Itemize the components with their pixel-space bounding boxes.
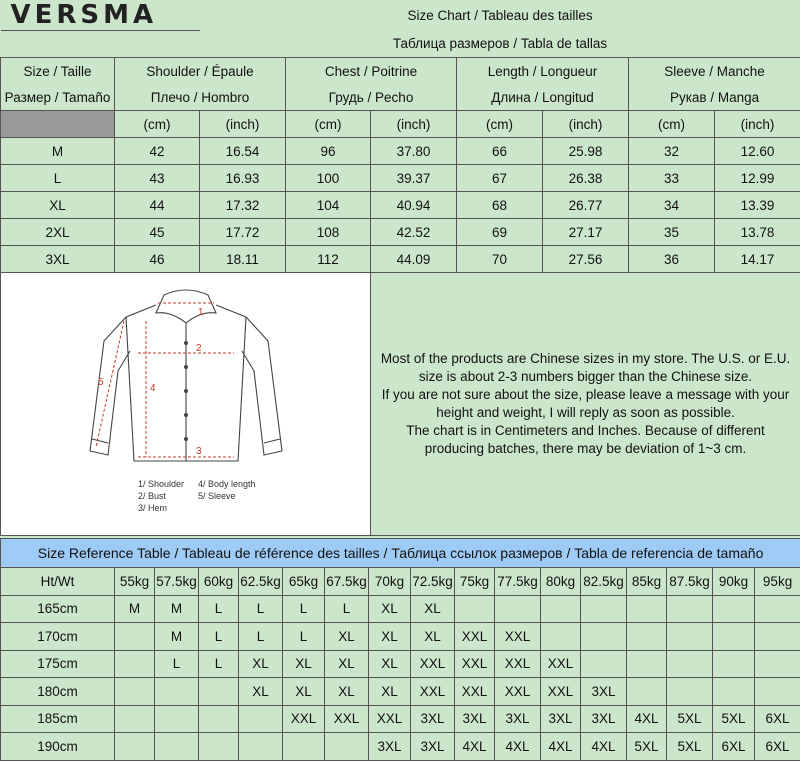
reference-size-cell: 3XL <box>411 705 455 733</box>
measurement-value: 26.38 <box>543 165 629 192</box>
reference-size-cell: M <box>115 595 155 623</box>
size-cell: 3XL <box>1 246 115 273</box>
reference-size-cell <box>115 650 155 678</box>
reference-size-cell <box>667 678 713 706</box>
unit-cell: (inch) <box>200 111 286 138</box>
reference-row <box>1 623 800 651</box>
measurement-value: 13.39 <box>715 192 800 219</box>
reference-size-cell: M <box>155 595 199 623</box>
reference-size-cell <box>713 650 755 678</box>
size-cell: L <box>1 165 115 192</box>
reference-size-cell: M <box>155 623 199 651</box>
reference-row <box>1 705 800 733</box>
reference-size-cell: XL <box>325 623 369 651</box>
reference-size-cell: XL <box>369 678 411 706</box>
reference-size-cell: L <box>239 623 283 651</box>
reference-size-cell: XL <box>369 623 411 651</box>
reference-size-cell: 6XL <box>755 705 800 733</box>
reference-size-cell <box>667 650 713 678</box>
measurement-value: 27.56 <box>543 246 629 273</box>
measurement-value: 34 <box>629 192 715 219</box>
reference-size-cell <box>155 678 199 706</box>
reference-size-cell: 3XL <box>495 705 541 733</box>
reference-row <box>1 595 800 623</box>
measurement-value: 39.37 <box>371 165 457 192</box>
reference-size-cell <box>755 595 800 623</box>
reference-size-cell: XXL <box>495 623 541 651</box>
reference-size-cell <box>581 623 627 651</box>
measurement-value: 16.93 <box>200 165 286 192</box>
measurement-row <box>1 246 800 273</box>
reference-size-cell: XXL <box>369 705 411 733</box>
weight-header: 72.5kg <box>411 568 455 596</box>
reference-row <box>1 650 800 678</box>
reference-size-cell: XL <box>411 623 455 651</box>
measurement-value: 27.17 <box>543 219 629 246</box>
figure-legend: 4/ Body length <box>198 479 256 489</box>
measurement-value: 12.60 <box>715 138 800 165</box>
measurement-value: 104 <box>286 192 371 219</box>
reference-size-cell: 6XL <box>755 733 800 761</box>
reference-size-cell: XL <box>283 678 325 706</box>
unit-cell: (cm) <box>115 111 200 138</box>
shirt-diagram <box>46 281 326 527</box>
figure-number: 5 <box>98 377 104 388</box>
col-header-chest-2: Грудь / Pecho <box>286 84 457 111</box>
reference-size-cell: XXL <box>495 650 541 678</box>
reference-size-cell: XL <box>283 650 325 678</box>
height-cell: 190cm <box>1 733 115 761</box>
reference-size-cell <box>115 623 155 651</box>
brand-logo: VERSMA <box>1 0 200 31</box>
weight-header: 87.5kg <box>667 568 713 596</box>
figure-legend: 1/ Shoulder <box>138 479 184 489</box>
measurement-value: 70 <box>457 246 543 273</box>
height-cell: 180cm <box>1 678 115 706</box>
measurement-value: 37.80 <box>371 138 457 165</box>
weight-header: 90kg <box>713 568 755 596</box>
reference-size-cell: XL <box>325 678 369 706</box>
reference-size-cell <box>755 678 800 706</box>
reference-size-cell: XXL <box>325 705 369 733</box>
reference-size-cell <box>627 650 667 678</box>
garment-figure-cell <box>1 273 371 536</box>
measurement-value: 14.17 <box>715 246 800 273</box>
reference-size-cell <box>541 595 581 623</box>
measurement-value: 45 <box>115 219 200 246</box>
measurement-value: 42 <box>115 138 200 165</box>
measurement-value: 17.32 <box>200 192 286 219</box>
weight-header: 80kg <box>541 568 581 596</box>
reference-size-cell: 5XL <box>627 733 667 761</box>
measurement-row <box>1 165 800 192</box>
height-cell: 170cm <box>1 623 115 651</box>
reference-size-cell: XL <box>239 650 283 678</box>
reference-size-cell <box>667 623 713 651</box>
weight-header: 95kg <box>755 568 800 596</box>
measurement-value: 68 <box>457 192 543 219</box>
reference-size-cell <box>455 595 495 623</box>
reference-size-cell: XXL <box>283 705 325 733</box>
reference-size-cell: XXL <box>455 678 495 706</box>
reference-size-cell: L <box>199 650 239 678</box>
col-header-shoulder-2: Плечо / Hombro <box>115 84 286 111</box>
reference-size-cell <box>199 705 239 733</box>
reference-title: Size Reference Table / Tableau de référence des tailles / Таблица ссылок размеров / Tabla de referencia de tamaño <box>1 539 800 568</box>
reference-size-cell <box>199 678 239 706</box>
size-cell: XL <box>1 192 115 219</box>
height-cell: 165cm <box>1 595 115 623</box>
reference-size-cell <box>115 678 155 706</box>
measurement-value: 12.99 <box>715 165 800 192</box>
reference-size-cell: 3XL <box>541 705 581 733</box>
weight-header: 70kg <box>369 568 411 596</box>
reference-size-cell <box>115 733 155 761</box>
weight-header: 65kg <box>283 568 325 596</box>
reference-size-cell: 4XL <box>455 733 495 761</box>
reference-size-cell <box>495 595 541 623</box>
figure-legend: 3/ Hem <box>138 503 167 513</box>
reference-size-cell: 3XL <box>581 705 627 733</box>
reference-size-cell <box>541 623 581 651</box>
reference-size-cell: XL <box>411 595 455 623</box>
unit-cell: (inch) <box>371 111 457 138</box>
reference-row <box>1 678 800 706</box>
reference-size-cell: 3XL <box>369 733 411 761</box>
weight-header: 85kg <box>627 568 667 596</box>
size-cell: 2XL <box>1 219 115 246</box>
reference-size-cell: XXL <box>411 678 455 706</box>
reference-size-cell: L <box>155 650 199 678</box>
measurement-value: 35 <box>629 219 715 246</box>
weight-header: 82.5kg <box>581 568 627 596</box>
reference-size-cell <box>199 733 239 761</box>
figure-number: 3 <box>196 446 202 457</box>
reference-size-cell <box>713 595 755 623</box>
col-header-length-1: Length / Longueur <box>457 58 629 85</box>
size-header-1: Size / Taille <box>1 58 115 85</box>
reference-size-cell: 3XL <box>581 678 627 706</box>
weight-header: 67.5kg <box>325 568 369 596</box>
col-header-chest-1: Chest / Poitrine <box>286 58 457 85</box>
weight-header: 75kg <box>455 568 495 596</box>
measurement-value: 43 <box>115 165 200 192</box>
measurement-value: 67 <box>457 165 543 192</box>
col-header-sleeve-2: Рукав / Manga <box>629 84 800 111</box>
reference-size-cell: XXL <box>541 678 581 706</box>
size-note <box>371 273 800 536</box>
measurement-value: 44.09 <box>371 246 457 273</box>
measurement-row <box>1 219 800 246</box>
note-line: Most of the products are Chinese sizes in my store. The U.S. or E.U. size is about 2-3 numbers bigger than the Chinese size. <box>377 350 794 386</box>
weight-header: 77.5kg <box>495 568 541 596</box>
reference-size-cell: 4XL <box>541 733 581 761</box>
measurement-value: 13.78 <box>715 219 800 246</box>
measurement-value: 36 <box>629 246 715 273</box>
reference-size-cell <box>115 705 155 733</box>
reference-size-cell: L <box>199 623 239 651</box>
reference-size-cell: 5XL <box>667 705 713 733</box>
reference-row <box>1 733 800 761</box>
reference-size-cell: XXL <box>455 650 495 678</box>
measurement-value: 66 <box>457 138 543 165</box>
unit-row <box>1 111 800 138</box>
height-cell: 185cm <box>1 705 115 733</box>
reference-size-cell: XXL <box>411 650 455 678</box>
figure-number: 1 <box>198 307 204 318</box>
measurement-row <box>1 138 800 165</box>
reference-size-cell <box>325 733 369 761</box>
reference-size-cell: L <box>239 595 283 623</box>
reference-size-cell: L <box>199 595 239 623</box>
measurement-value: 46 <box>115 246 200 273</box>
measurement-value: 33 <box>629 165 715 192</box>
measurement-value: 96 <box>286 138 371 165</box>
reference-size-cell <box>581 595 627 623</box>
reference-size-cell <box>627 595 667 623</box>
reference-size-cell <box>239 733 283 761</box>
reference-size-cell: XL <box>325 650 369 678</box>
col-header-shoulder-1: Shoulder / Épaule <box>115 58 286 85</box>
figure-number: 2 <box>196 343 202 354</box>
reference-size-cell: 3XL <box>411 733 455 761</box>
reference-size-cell: 4XL <box>627 705 667 733</box>
height-cell: 175cm <box>1 650 115 678</box>
measurement-value: 17.72 <box>200 219 286 246</box>
unit-cell: (inch) <box>543 111 629 138</box>
reference-size-cell <box>713 678 755 706</box>
reference-size-cell: L <box>283 623 325 651</box>
reference-size-cell: 3XL <box>455 705 495 733</box>
reference-size-cell: XL <box>369 650 411 678</box>
note-line: The chart is in Centimeters and Inches. Because of different producing batches, there may be deviation of 1~3 cm. <box>377 422 794 458</box>
reference-size-cell <box>581 650 627 678</box>
measurement-value: 100 <box>286 165 371 192</box>
reference-size-cell <box>667 595 713 623</box>
measurement-value: 112 <box>286 246 371 273</box>
measurement-value: 42.52 <box>371 219 457 246</box>
reference-size-cell: XXL <box>495 678 541 706</box>
figure-legend: 5/ Sleeve <box>198 491 236 501</box>
reference-size-cell <box>713 623 755 651</box>
col-header-length-2: Длина / Longitud <box>457 84 629 111</box>
reference-size-cell: XXL <box>455 623 495 651</box>
reference-size-cell: 5XL <box>713 705 755 733</box>
size-cell: M <box>1 138 115 165</box>
reference-corner: Ht/Wt <box>1 568 115 596</box>
reference-size-cell: L <box>325 595 369 623</box>
weight-header: 55kg <box>115 568 155 596</box>
measurement-value: 26.77 <box>543 192 629 219</box>
chart-title-line1: Size Chart / Tableau des tailles <box>200 0 800 31</box>
weight-header: 62.5kg <box>239 568 283 596</box>
size-header-2: Размер / Tamaño <box>1 84 115 111</box>
measurement-value: 44 <box>115 192 200 219</box>
figure-number: 4 <box>150 383 156 394</box>
reference-size-cell <box>283 733 325 761</box>
measurement-value: 16.54 <box>200 138 286 165</box>
reference-size-cell <box>755 623 800 651</box>
size-reference-table <box>0 538 800 761</box>
reference-size-cell <box>755 650 800 678</box>
measurement-value: 108 <box>286 219 371 246</box>
unit-corner <box>1 111 115 138</box>
col-header-sleeve-1: Sleeve / Manche <box>629 58 800 85</box>
reference-size-cell <box>627 623 667 651</box>
reference-size-cell: XL <box>239 678 283 706</box>
reference-size-cell: 4XL <box>495 733 541 761</box>
reference-size-cell: 4XL <box>581 733 627 761</box>
note-line: If you are not sure about the size, please leave a message with your height and weight, I will reply as soon as possible. <box>377 386 794 422</box>
reference-size-cell: 5XL <box>667 733 713 761</box>
reference-size-cell <box>239 705 283 733</box>
reference-size-cell <box>627 678 667 706</box>
unit-cell: (cm) <box>457 111 543 138</box>
reference-size-cell <box>155 705 199 733</box>
unit-cell: (cm) <box>286 111 371 138</box>
reference-size-cell <box>155 733 199 761</box>
reference-size-cell: XXL <box>541 650 581 678</box>
reference-size-cell: L <box>283 595 325 623</box>
figure-legend: 2/ Bust <box>138 491 167 501</box>
measurement-value: 18.11 <box>200 246 286 273</box>
unit-cell: (inch) <box>715 111 800 138</box>
reference-size-cell: 6XL <box>713 733 755 761</box>
chart-title-line2: Таблица размеров / Tabla de tallas <box>200 31 800 58</box>
weight-header: 60kg <box>199 568 239 596</box>
measurement-value: 32 <box>629 138 715 165</box>
unit-cell: (cm) <box>629 111 715 138</box>
measurement-value: 25.98 <box>543 138 629 165</box>
measurement-value: 40.94 <box>371 192 457 219</box>
reference-size-cell: XL <box>369 595 411 623</box>
measurement-value: 69 <box>457 219 543 246</box>
measurement-row <box>1 192 800 219</box>
weight-header: 57.5kg <box>155 568 199 596</box>
